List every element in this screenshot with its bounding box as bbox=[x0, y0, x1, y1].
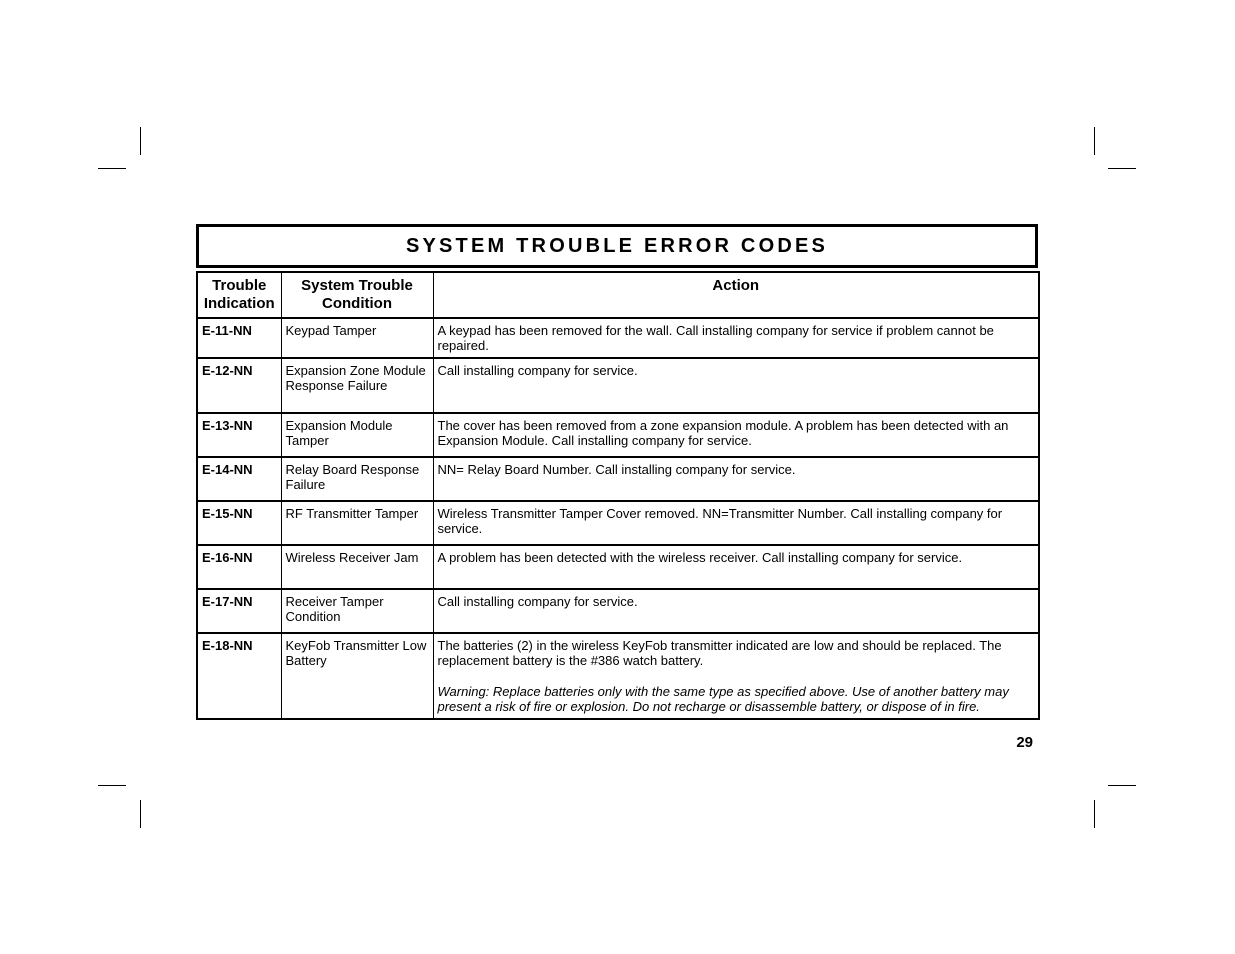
title-box bbox=[196, 224, 1038, 268]
trouble-code: E-16-NN bbox=[197, 545, 281, 589]
crop-mark-bottom-left-vertical bbox=[140, 800, 141, 828]
crop-mark-bottom-left-horizontal bbox=[98, 785, 126, 786]
trouble-action: NN= Relay Board Number. Call installing company for service. bbox=[433, 457, 1039, 501]
trouble-code: E-18-NN bbox=[197, 633, 281, 719]
crop-mark-top-right-horizontal bbox=[1108, 168, 1136, 169]
table-row bbox=[197, 501, 1039, 545]
trouble-action: The batteries (2) in the wireless KeyFob transmitter indicated are low and should be replaced. The replacement battery is the #386 watch battery. bbox=[437, 638, 1002, 668]
crop-mark-bottom-right-vertical bbox=[1094, 800, 1095, 828]
table-header-row bbox=[197, 272, 1039, 318]
trouble-action: A problem has been detected with the wireless receiver. Call installing company for service. bbox=[433, 545, 1039, 589]
page-title: SYSTEM TROUBLE ERROR CODES bbox=[405, 234, 829, 257]
header-trouble-indication: Trouble Indication bbox=[197, 272, 281, 318]
header-action: Action bbox=[433, 272, 1039, 318]
trouble-action: Call installing company for service. bbox=[433, 589, 1039, 633]
trouble-condition: KeyFob Transmitter Low Battery bbox=[281, 633, 433, 719]
trouble-condition: RF Transmitter Tamper bbox=[281, 501, 433, 545]
crop-mark-top-left-vertical bbox=[140, 127, 141, 155]
trouble-condition: Relay Board Response Failure bbox=[281, 457, 433, 501]
battery-warning: Warning: Replace batteries only with the same type as specified above. Use of another battery may present a risk of fire or explosion. Do not recharge or disassemble battery, or dispose of in fire. bbox=[437, 684, 1009, 714]
trouble-condition: Expansion Zone Module Response Failure bbox=[281, 358, 433, 413]
error-codes-table bbox=[196, 271, 1040, 720]
table-row bbox=[197, 589, 1039, 633]
page-number: 29 bbox=[1016, 734, 1033, 751]
trouble-action: A keypad has been removed for the wall. Call installing company for service if problem cannot be repaired. bbox=[433, 318, 1039, 358]
trouble-condition: Receiver Tamper Condition bbox=[281, 589, 433, 633]
trouble-action: Call installing company for service. bbox=[433, 358, 1039, 413]
crop-mark-top-right-vertical bbox=[1094, 127, 1095, 155]
trouble-code: E-12-NN bbox=[197, 358, 281, 413]
table-row bbox=[197, 358, 1039, 413]
trouble-action: Wireless Transmitter Tamper Cover removed. NN=Transmitter Number. Call installing company for service. bbox=[433, 501, 1039, 545]
trouble-condition: Expansion Module Tamper bbox=[281, 413, 433, 457]
table-row bbox=[197, 318, 1039, 358]
table-row bbox=[197, 545, 1039, 589]
header-system-trouble-condition: System Trouble Condition bbox=[281, 272, 433, 318]
trouble-code: E-11-NN bbox=[197, 318, 281, 358]
trouble-condition: Keypad Tamper bbox=[281, 318, 433, 358]
crop-mark-top-left-horizontal bbox=[98, 168, 126, 169]
table-row bbox=[197, 413, 1039, 457]
trouble-code: E-14-NN bbox=[197, 457, 281, 501]
trouble-code: E-17-NN bbox=[197, 589, 281, 633]
trouble-action: The cover has been removed from a zone expansion module. A problem has been detected with an Expansion Module. Call installing company for service. bbox=[433, 413, 1039, 457]
crop-mark-bottom-right-horizontal bbox=[1108, 785, 1136, 786]
trouble-action-cell bbox=[433, 633, 1039, 719]
trouble-code: E-13-NN bbox=[197, 413, 281, 457]
trouble-code: E-15-NN bbox=[197, 501, 281, 545]
trouble-condition: Wireless Receiver Jam bbox=[281, 545, 433, 589]
table-row bbox=[197, 633, 1039, 719]
table-row bbox=[197, 457, 1039, 501]
